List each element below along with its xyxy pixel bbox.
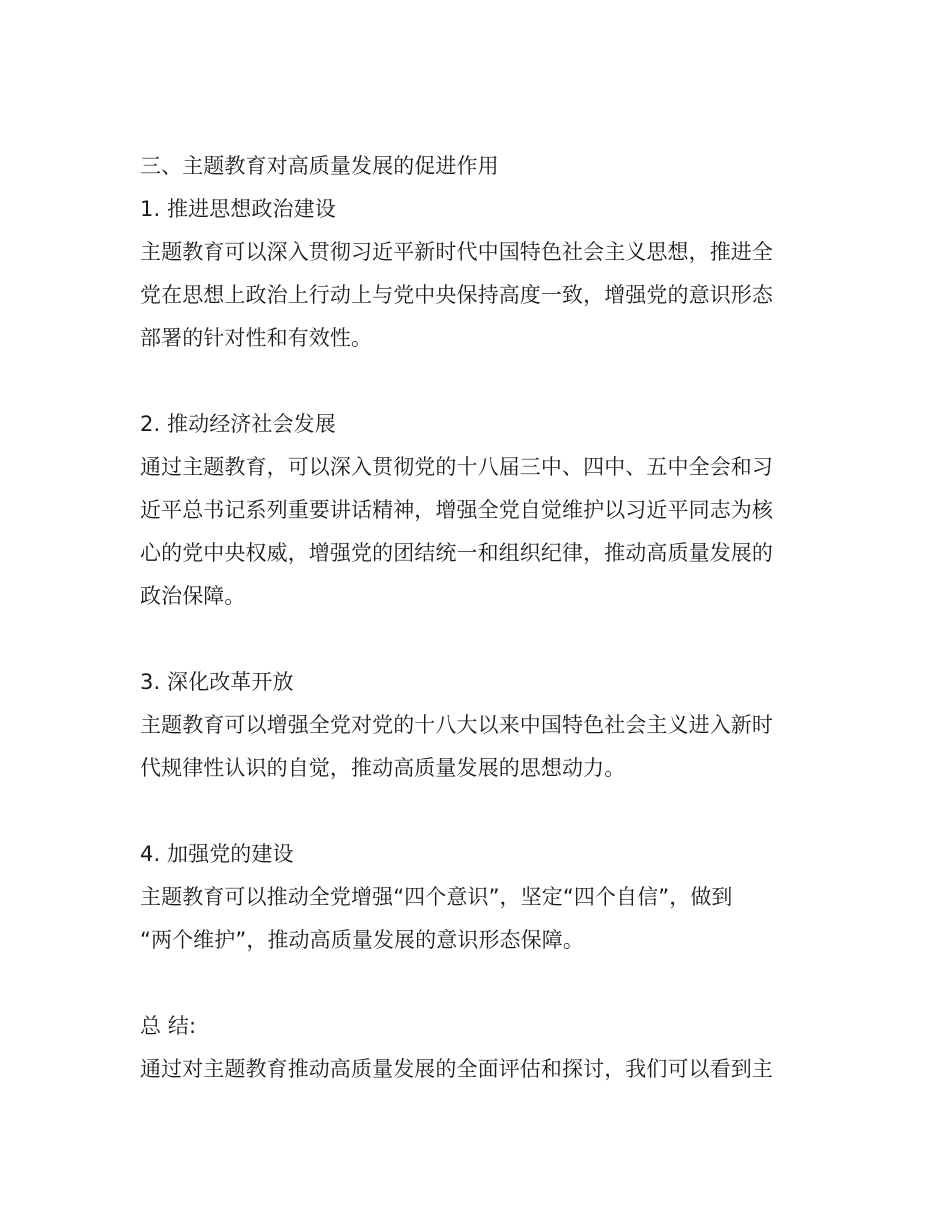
- item-heading: 2. 推动经济社会发展: [140, 412, 336, 436]
- paragraph-line: 通过对主题教育推动高质量发展的全面评估和探讨，我们可以看到主: [140, 1057, 773, 1081]
- document-body: [140, 145, 796, 1091]
- paragraph-spacer: [140, 618, 796, 661]
- paragraph-line: 代规律性认识的自觉，推动高质量发展的思想动力。: [140, 756, 626, 780]
- paragraph-line: 心的党中央权威，增强党的团结统一和组织纪律，推动高质量发展的: [140, 541, 773, 565]
- item-heading: 1. 推进思想政治建设: [140, 197, 336, 221]
- paragraph-line: 主题教育可以深入贯彻习近平新时代中国特色社会主义思想，推进全: [140, 240, 773, 264]
- paragraph-line: 通过主题教育，可以深入贯彻党的十八届三中、四中、五中全会和习: [140, 455, 773, 479]
- paragraph-line: 政治保障。: [140, 584, 246, 608]
- paragraph-line: “两个维护”，推动高质量发展的意识形态保障。: [140, 928, 584, 952]
- item-heading: 3. 深化改革开放: [140, 670, 294, 694]
- paragraph-spacer: [140, 962, 796, 1005]
- paragraph-spacer: [140, 790, 796, 833]
- summary-heading: 总 结:: [140, 1014, 197, 1038]
- paragraph-line: 党在思想上政治上行动上与党中央保持高度一致，增强党的意识形态: [140, 283, 773, 307]
- item-heading: 4. 加强党的建设: [140, 842, 294, 866]
- paragraph-spacer: [140, 360, 796, 403]
- section-title: 三、主题教育对高质量发展的促进作用: [140, 154, 499, 178]
- paragraph-line: 近平总书记系列重要讲话精神，增强全党自觉维护以习近平同志为核: [140, 498, 773, 522]
- paragraph-line: 主题教育可以增强全党对党的十八大以来中国特色社会主义进入新时: [140, 713, 773, 737]
- paragraph-line: 部署的针对性和有效性。: [140, 326, 373, 350]
- paragraph-line: 主题教育可以推动全党增强“四个意识”，坚定“四个自信”，做到: [140, 885, 733, 909]
